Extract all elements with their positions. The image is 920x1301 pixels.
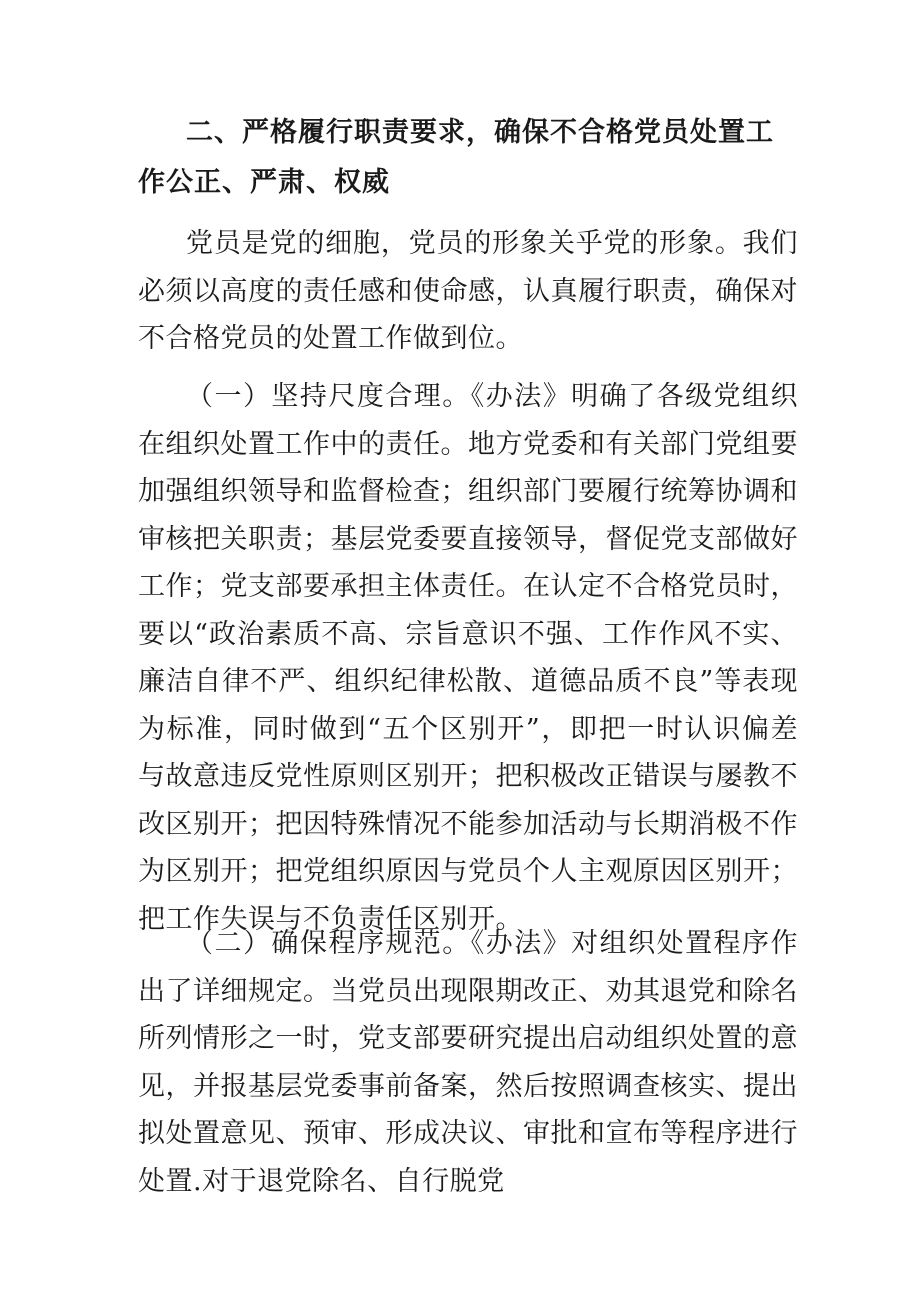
paragraph-scale-reasonable: （一）坚持尺度合理。《办法》明确了各级党组织在组织处置工作中的责任。地方党委和有关部门党组要加强组织领导和监督检查；组织部门要履行统筹协调和审核把关职责；基层党委要直接领导，督促党支部做好工作；党支部要承担主体责任。在认定不合格党员时，要以“政治素质不高、宗旨意识不强、工作作风不实、廉洁自律不严、组织纪律松散、道德品质不良”等表现为标准，同时做到“五个区别开”，即把一时认识偏差与故意违反党性原则区别开；把积极改正错误与屡教不改区别开；把因特殊情况不能参加活动与长期消极不作为区别开；把党组织原因与党员个人主观原因区别开；把工作失误与不负责任区别开。: [138, 381, 798, 935]
section-heading: 二、严格履行职责要求，确保不合格党员处置工作公正、严肃、权威: [138, 117, 774, 198]
paragraph-procedure-standard: （二）确保程序规范。《办法》对组织处置程序作出了详细规定。当党员出现限期改正、劝其退党和除名所列情形之一时，党支部要研究提出启动组织处置的意见，并报基层党委事前备案，然后按照调查核实、提出拟处置意见、预审、形成决议、审批和宣布等程序进行处置.对于退党除名、自行脱党: [138, 928, 798, 1197]
intro-paragraph: 党员是党的细胞，党员的形象关乎党的形象。我们必须以高度的责任感和使命感，认真履行职责，确保对不合格党员的处置工作做到位。: [138, 228, 798, 354]
